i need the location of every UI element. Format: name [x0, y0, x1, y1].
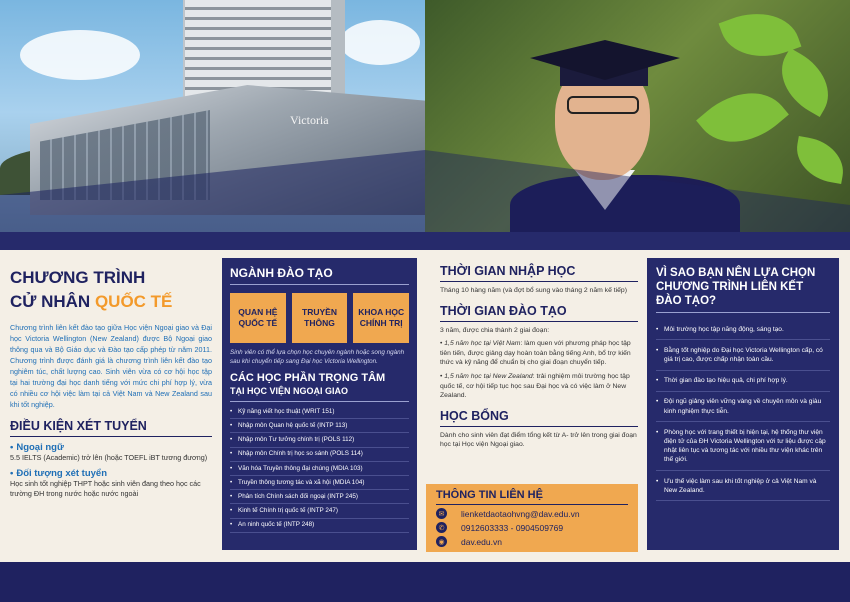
training-panel	[222, 258, 417, 550]
courses-heading: CÁC HỌC PHẦN TRỌNG TÂM TẠI HỌC VIỆN NGOẠI GIAO	[230, 372, 409, 402]
course-item: • An ninh quốc tế (INTP 248)	[230, 519, 409, 533]
major-box: QUAN HỆ QUỐC TẾ	[230, 293, 286, 343]
scholarship-text: Dành cho sinh viên đạt điểm tổng kết từ A- trở lên trong giai đoạn học tại Học viện Ngoại giao.	[440, 431, 637, 449]
course-item: • Phân tích Chính sách đối ngoại (INTP 245)	[230, 490, 409, 504]
major-box: KHOA HỌC CHÍNH TRỊ	[353, 293, 409, 343]
majors-list	[230, 293, 409, 343]
footer-bar	[0, 562, 850, 602]
reason-item: • Phòng học với trang thiết bị hiện tại, hệ thống thư viện điện tử của ĐH Victoria Wellington với tư liệu được cập nhật liên tục và tương tác với nhiều thư viện khác trên thế giới.	[656, 422, 830, 471]
course-item: • Kỹ năng viết học thuật (WRIT 151)	[230, 405, 409, 419]
duration-heading: THỜI GIAN ĐÀO TẠO	[440, 304, 638, 322]
majors-heading: NGÀNH ĐÀO TẠO	[230, 266, 409, 285]
contact-heading: THÔNG TIN LIÊN HỆ	[436, 489, 628, 505]
campus-photo	[0, 0, 425, 250]
enroll-text: Tháng 10 hàng năm (và đợt bổ sung vào tháng 2 năm kế tiếp)	[440, 287, 627, 294]
reasons-list	[656, 319, 830, 501]
leaf	[792, 136, 848, 184]
phase-new-zealand: • 1,5 năm học tại New Zealand: trải nghiệm môi trường học tập quốc tế, cơ hội tiếp tục học sau Đại học và có việc làm ở New Zealand.	[440, 372, 630, 400]
reason-item: • Bằng tốt nghiệp do Đại học Victoria Wellington cấp, có giá trị cao, được chấp nhận toàn cầu.	[656, 340, 830, 370]
requirement-item: • Ngoại ngữ 5.5 IELTS (Academic) trở lên (hoặc TOEFL iBT tương đương)	[10, 442, 208, 462]
course-item: • Văn hóa Truyền thông đại chúng (MDIA 103)	[230, 462, 409, 476]
graduation-cap	[530, 40, 680, 80]
course-item: • Truyền thông tương tác và xã hội (MDIA 104)	[230, 476, 409, 490]
majors-note: Sinh viên có thể lựa chọn học chuyên ngành hoặc song ngành sau khi chuyển tiếp sang Đại học Victoria Wellington.	[230, 349, 405, 365]
globe-icon: ◉	[436, 536, 447, 547]
schedule-column	[440, 258, 638, 450]
major-box: TRUYỀN THÔNG	[292, 293, 348, 343]
scholarship-heading: HỌC BỔNG	[440, 409, 638, 427]
duration-intro: 3 năm, được chia thành 2 giai đoạn:	[440, 326, 550, 334]
course-item: • Nhập môn Quan hệ quốc tế (INTP 113)	[230, 419, 409, 433]
glasses	[567, 96, 639, 114]
courses-list	[230, 405, 409, 533]
course-item: • Kinh tế Chính trị quốc tế (INTP 247)	[230, 504, 409, 518]
intro-column	[10, 258, 212, 499]
phase-vietnam: • 1,5 năm học tại Việt Nam: làm quen với phương pháp học tập tiên tiến, được giảng dạy hoàn toàn bằng tiếng Anh, bổ trợ kiến thức và kỹ năng để chuẩn bị cho giai đoạn chuyển tiếp.	[440, 340, 631, 367]
reason-item: • Ưu thế việc làm sau khi tốt nghiệp ở cả Việt Nam và New Zealand.	[656, 471, 830, 501]
reasons-heading: VÌ SAO BẠN NÊN LỰA CHỌN CHƯƠNG TRÌNH LIÊN KẾT ĐÀO TẠO?	[656, 266, 830, 313]
contact-email[interactable]: lienketdaotaohvng@dav.edu.vn	[461, 508, 580, 519]
contact-box	[426, 484, 638, 552]
building-sign: Victoria	[290, 113, 329, 127]
requirement-item: • Đối tượng xét tuyển Học sinh tốt nghiệp THPT hoặc sinh viên đang theo học các trường ĐH trong nước hoặc nước ngoài	[10, 468, 201, 498]
admission-heading: ĐIỀU KIỆN XÉT TUYỂN	[10, 419, 212, 437]
enroll-heading: THỜI GIAN NHẬP HỌC	[440, 264, 638, 282]
reasons-panel	[647, 258, 839, 550]
intro-paragraph: Chương trình liên kết đào tạo giữa Học viện Ngoại giao và Đại học Victoria Wellington (New Zealand) được Bộ Ngoại giao thông qua và Bộ Giáo dục và Đào tạo cấp phép từ năm 2011. Chương trình được đánh giá là chương trình liên kết đào tạo nghiêm túc, chất lượng cao. Sinh viên vừa có cơ hội học tập tại hai trường đại học danh tiếng với mức chi phí hợp lý, vừa có nhiều cơ hội việc làm tại cả Việt Nam và New Zealand sau khi tốt nghiệp.	[10, 323, 212, 409]
reason-item: • Môi trường học tập năng động, sáng tạo.	[656, 319, 830, 340]
reason-item: • Thời gian đào tạo hiệu quả, chi phí hợp lý.	[656, 371, 830, 392]
cloud	[20, 30, 140, 80]
reason-item: • Đội ngũ giảng viên vững vàng về chuyên môn và giàu kinh nghiệm thực tiễn.	[656, 392, 830, 422]
graduate-photo	[425, 0, 850, 250]
program-title: CHƯƠNG TRÌNH CỬ NHÂN QUỐC TẾ	[10, 268, 173, 311]
email-icon: ✉	[436, 508, 447, 519]
phone-icon: ✆	[436, 522, 447, 533]
contact-website[interactable]: dav.edu.vn	[461, 536, 502, 547]
course-item: • Nhập môn Chính trị học so sánh (POLS 114)	[230, 448, 409, 462]
course-item: • Nhập môn Tư tưởng chính trị (POLS 112)	[230, 433, 409, 447]
leaf	[696, 72, 789, 162]
contact-phone[interactable]: 0912603333 - 0904509769	[461, 522, 564, 533]
cloud	[340, 20, 420, 65]
